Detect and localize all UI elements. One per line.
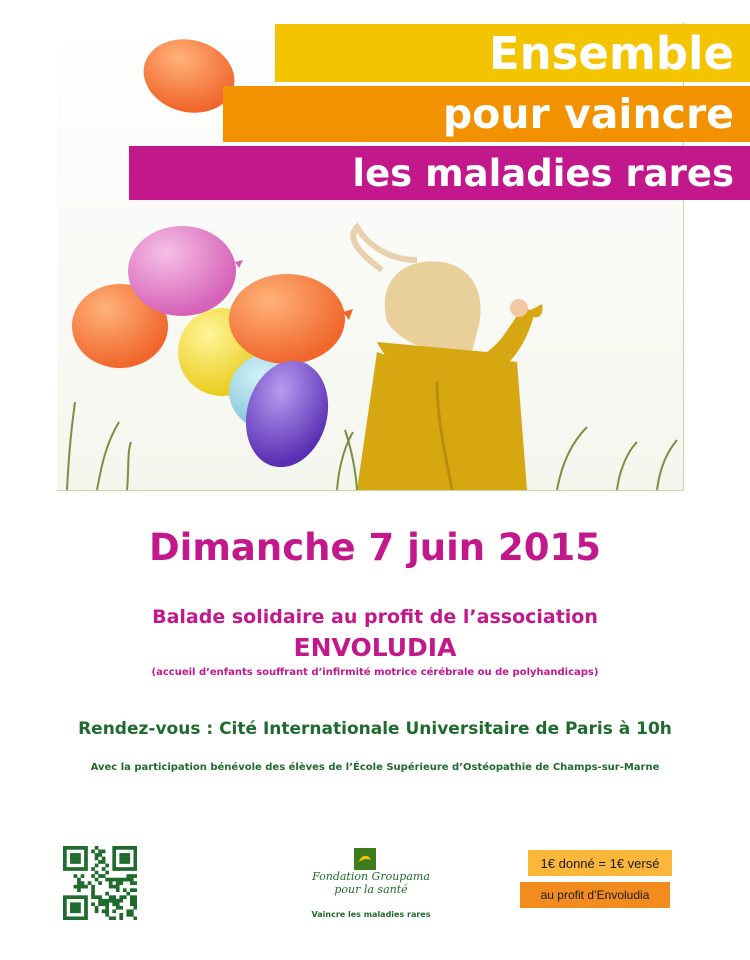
donation-bottom: au profit d’Envoludia <box>520 882 670 908</box>
participation-info: Avec la participation bénévole des élèves de l’École Supérieure d’Ostéopathie de Champs-sur-Marne <box>90 762 660 773</box>
logo-tagline: Vaincre les maladies rares <box>311 910 431 919</box>
logo-script-line-1: Fondation Groupama <box>312 870 430 883</box>
headline-line-3: les maladies rares <box>352 151 734 195</box>
headline-line-1: Ensemble <box>488 26 734 80</box>
headline-line-2: pour vaincre <box>442 90 734 138</box>
association-name: ENVOLUDIA <box>293 633 457 662</box>
association-description: (accueil d’enfants souffrant d’infirmité motrice cérébrale ou de polyhandicaps) <box>151 667 599 678</box>
event-date: Dimanche 7 juin 2015 <box>148 526 602 569</box>
rendezvous-info: Rendez-vous : Cité Internationale Universitaire de Paris à 10h <box>78 719 672 739</box>
qr-code-icon <box>63 846 137 920</box>
logo-emblem-icon <box>354 848 376 870</box>
headline-band-2 <box>223 86 750 142</box>
donation-top: 1€ donné = 1€ versé <box>528 850 672 876</box>
logo-script-line-2: pour la santé <box>334 883 408 896</box>
headline-band-1 <box>275 24 750 82</box>
logo-script <box>296 870 446 896</box>
event-balade: Balade solidaire au profit de l’association <box>152 606 598 628</box>
foundation-logo <box>296 846 446 922</box>
donation-badge <box>520 850 670 908</box>
headline-band-3 <box>129 146 750 200</box>
